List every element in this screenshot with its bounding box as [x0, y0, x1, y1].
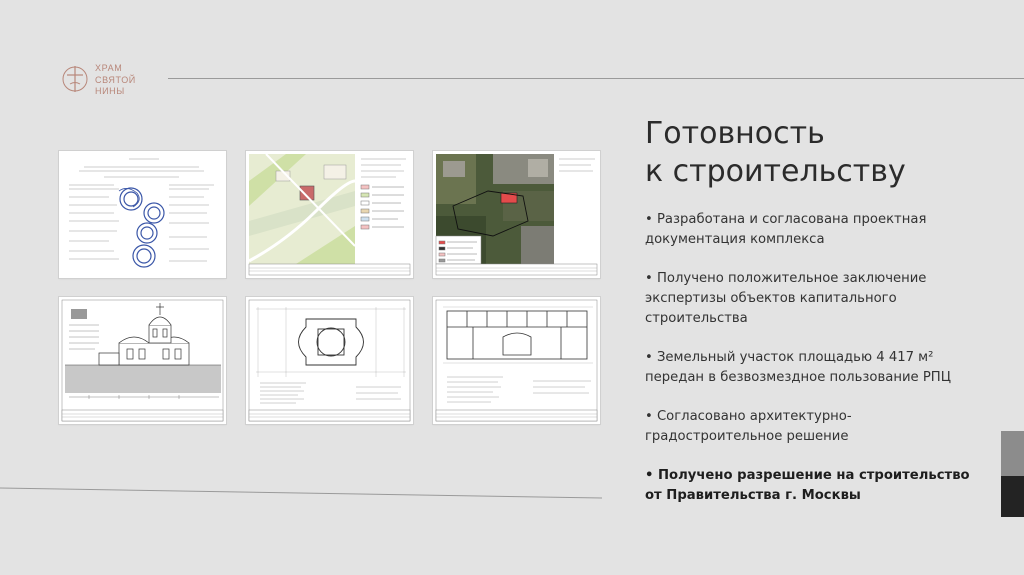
thumbnail-floor-plan-complex[interactable] — [433, 297, 600, 424]
bullet-line: • Согласовано архитектурно- — [645, 409, 852, 424]
bullet-item — [645, 269, 926, 329]
bullet-item — [645, 348, 951, 388]
bullet-line: от Правительства г. Москвы — [645, 488, 861, 503]
bullet-line: строительства — [645, 311, 748, 326]
site-map-image — [246, 151, 413, 278]
logo-line-3: НИНЫ — [95, 86, 125, 96]
bullet-item — [645, 407, 852, 447]
logo-line-2: СВЯТОЙ — [95, 74, 136, 85]
slide-indicator-dark — [1001, 476, 1024, 517]
elevation-image — [59, 297, 226, 424]
logo-line-1: ХРАМ — [95, 63, 123, 73]
bullet-line: • Разработана и согласована проектная — [645, 212, 927, 227]
header-divider — [168, 78, 1024, 79]
bullet-line: • Земельный участок площадью 4 417 м² — [645, 350, 934, 365]
aerial-photo-image — [433, 151, 600, 278]
thumbnail-floor-plan-church[interactable] — [246, 297, 413, 424]
slide-title — [645, 115, 906, 191]
bullet-line: • Получено положительное заключение — [645, 271, 927, 286]
floor-plan-complex-image — [433, 297, 600, 424]
thumbnail-site-map[interactable] — [246, 151, 413, 278]
thumbnail-elevation[interactable] — [59, 297, 226, 424]
bullet-line: документация комплекса — [645, 232, 825, 247]
slide-indicator-light — [1001, 431, 1024, 476]
bullet-line: • Получено разрешение на строительство — [645, 468, 970, 483]
slide-title-line-2: к строительству — [645, 154, 906, 189]
thumbnail-document[interactable] — [59, 151, 226, 278]
bullet-item — [645, 210, 926, 250]
bullet-line: передан в безвозмездное пользование РПЦ — [645, 370, 951, 385]
document-stamps-image — [59, 151, 226, 278]
bullet-line: экспертизы объектов капитального — [645, 291, 897, 306]
logo-text — [95, 63, 136, 98]
logo — [60, 60, 150, 100]
footer-divider — [0, 485, 602, 501]
bullet-line: градостроительное решение — [645, 429, 849, 444]
thumbnail-aerial-photo[interactable] — [433, 151, 600, 278]
cross-icon — [60, 64, 90, 94]
bullet-item-highlight — [645, 466, 970, 506]
floor-plan-church-image — [246, 297, 413, 424]
slide-title-line-1: Готовность — [645, 116, 825, 151]
